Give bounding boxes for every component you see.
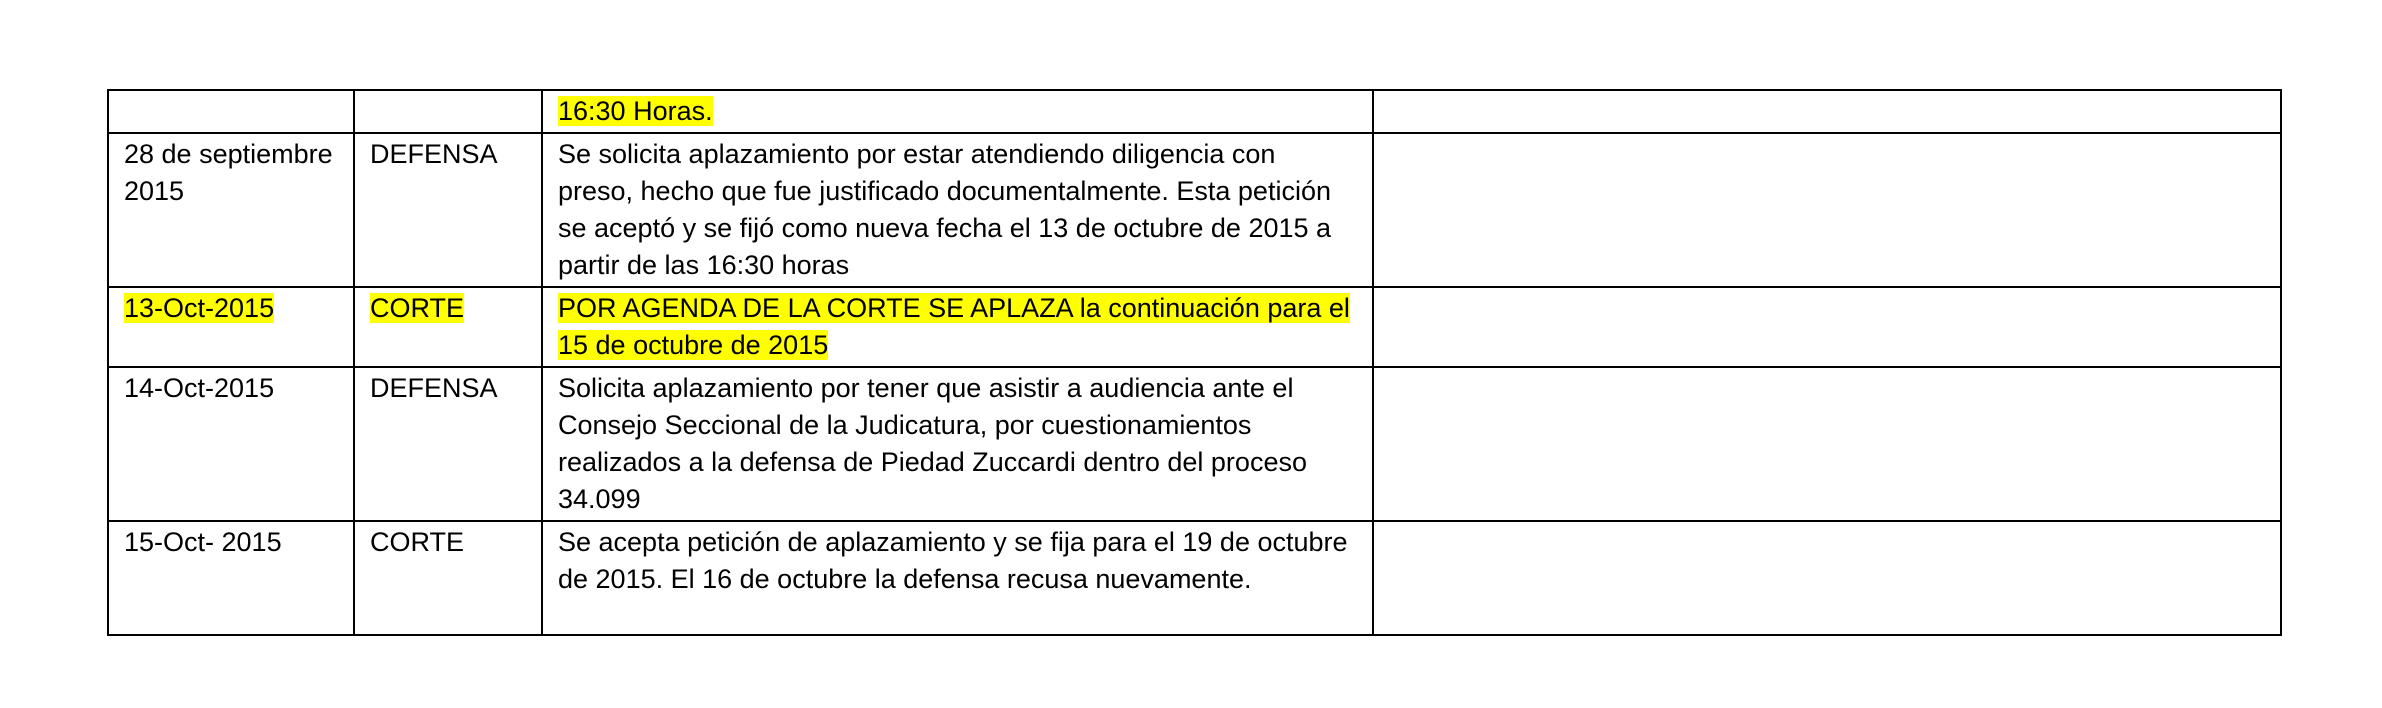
description-text: Se acepta petición de aplazamiento y se fija para el 19 de octubre de 2015. El 16 de octubre la defensa recusa nuevamente. <box>558 527 1348 594</box>
date-cell <box>108 133 354 287</box>
description-cell <box>542 367 1373 521</box>
description-text: Solicita aplazamiento por tener que asistir a audiencia ante el Consejo Seccional de la Judicatura, por cuestionamientos realizados a la defensa de Piedad Zuccardi dentro del proceso 34.099 <box>558 373 1307 514</box>
proceedings-table <box>107 89 2282 636</box>
date-cell <box>108 287 354 367</box>
description-text: Se solicita aplazamiento por estar atendiendo diligencia con preso, hecho que fue justificado documentalmente. Esta petición se aceptó y se fijó como nueva fecha el 13 de octubre de 2015 a partir de las 16:30 horas <box>558 139 1332 280</box>
description-cell <box>542 90 1373 133</box>
date-text: 15-Oct- 2015 <box>124 527 282 557</box>
notes-cell <box>1373 90 2281 133</box>
date-cell <box>108 521 354 635</box>
date-text: 14-Oct-2015 <box>124 373 275 403</box>
table-row <box>108 287 2281 367</box>
party-cell <box>354 133 542 287</box>
party-cell <box>354 367 542 521</box>
party-cell <box>354 287 542 367</box>
table-row <box>108 90 2281 133</box>
party-text: CORTE <box>370 527 465 557</box>
party-text: DEFENSA <box>370 373 498 403</box>
description-text: 16:30 Horas. <box>558 96 713 126</box>
date-cell <box>108 367 354 521</box>
notes-cell <box>1373 367 2281 521</box>
date-text: 13-Oct-2015 <box>124 293 275 323</box>
date-text: 28 de septiembre 2015 <box>124 139 333 206</box>
table-row <box>108 133 2281 287</box>
description-cell <box>542 133 1373 287</box>
table-row <box>108 521 2281 635</box>
description-text: POR AGENDA DE LA CORTE SE APLAZA la continuación para el 15 de octubre de 2015 <box>558 293 1350 360</box>
notes-cell <box>1373 287 2281 367</box>
party-text: DEFENSA <box>370 139 498 169</box>
table-row <box>108 367 2281 521</box>
party-cell <box>354 521 542 635</box>
notes-cell <box>1373 133 2281 287</box>
description-cell <box>542 521 1373 635</box>
date-cell <box>108 90 354 133</box>
party-text: CORTE <box>370 293 465 323</box>
party-cell <box>354 90 542 133</box>
notes-cell <box>1373 521 2281 635</box>
description-cell <box>542 287 1373 367</box>
